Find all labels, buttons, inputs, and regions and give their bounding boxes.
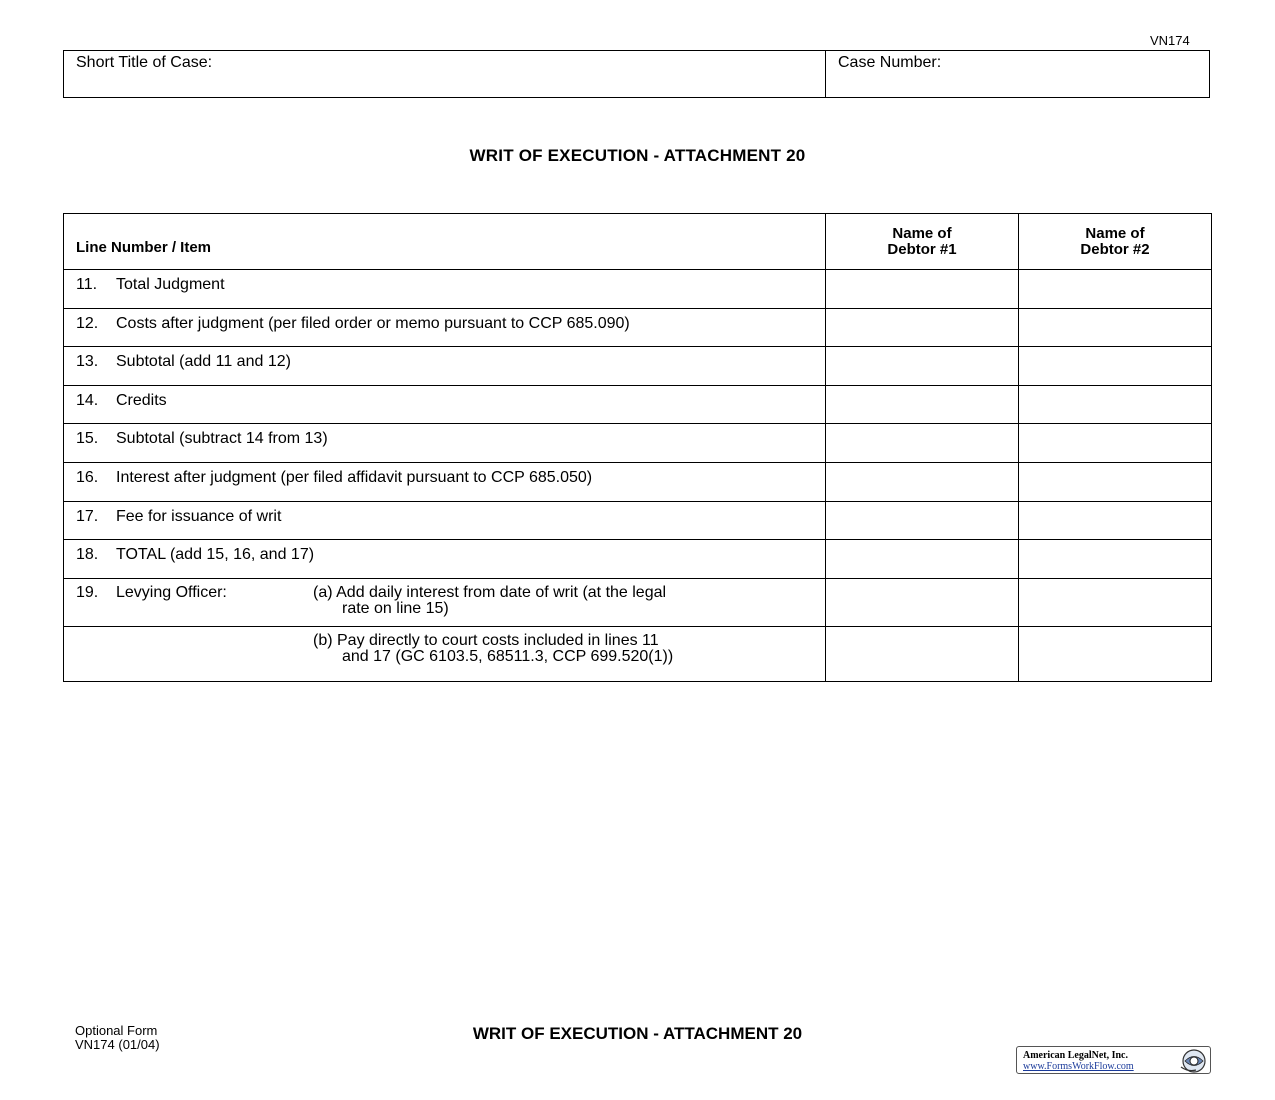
header-line-item: Line Number / Item	[64, 214, 826, 270]
debtor-1-amount[interactable]	[826, 501, 1019, 540]
debtor-1-amount[interactable]	[826, 462, 1019, 501]
table-row	[64, 347, 1212, 386]
debtor-1-amount[interactable]	[826, 385, 1019, 424]
line-label: Interest after judgment (per filed affidavit pursuant to CCP 685.050)	[116, 468, 593, 486]
line-number: 16.	[76, 468, 99, 486]
debtor-1-amount[interactable]	[826, 626, 1019, 681]
table-row	[64, 578, 1212, 626]
debtor-2-amount[interactable]	[1019, 626, 1212, 681]
attachment-table	[63, 213, 1212, 682]
table-row	[64, 540, 1212, 579]
table-row	[64, 626, 1212, 681]
footer-optional: Optional Form	[75, 1023, 158, 1038]
table-row	[64, 424, 1212, 463]
line-label: Fee for issuance of writ	[116, 507, 282, 525]
case-number-field[interactable]	[826, 51, 1209, 97]
header-debtor-2-line1: Name of	[1085, 224, 1145, 242]
line-label: Subtotal (subtract 14 from 13)	[116, 430, 328, 448]
line-number: 19.	[76, 583, 99, 601]
case-caption	[63, 50, 1210, 98]
debtor-2-amount[interactable]	[1019, 347, 1212, 386]
footer-title: WRIT OF EXECUTION - ATTACHMENT 20	[472, 1024, 803, 1043]
line-label: Costs after judgment (per filed order or memo pursuant to CCP 685.090)	[116, 314, 630, 332]
debtor-1-amount[interactable]	[826, 308, 1019, 347]
debtor-2-amount[interactable]	[1019, 308, 1212, 347]
table-row	[64, 385, 1212, 424]
line-label: Levying Officer:	[116, 583, 227, 601]
table-row	[64, 308, 1212, 347]
publisher-logo[interactable]	[1016, 1046, 1211, 1074]
debtor-1-amount[interactable]	[826, 540, 1019, 579]
line-number: 11.	[76, 276, 98, 293]
line-label: Credits	[116, 391, 167, 409]
debtor-2-amount[interactable]	[1019, 424, 1212, 463]
header-debtor-1	[826, 214, 1019, 270]
form-id: VN174	[1150, 33, 1190, 48]
debtor-2-amount[interactable]	[1019, 462, 1212, 501]
debtor-1-amount[interactable]	[826, 578, 1019, 626]
case-number-label: Case Number:	[838, 54, 942, 71]
short-title-label: Short Title of Case:	[76, 54, 213, 71]
short-title-field[interactable]	[64, 51, 826, 97]
header-debtor-1-line1: Name of	[892, 224, 952, 242]
line-label: TOTAL (add 15, 16, and 17)	[116, 546, 315, 564]
line-number: 17.	[76, 507, 99, 525]
table-row	[64, 270, 1212, 309]
debtor-2-amount[interactable]	[1019, 578, 1212, 626]
line-number: 12.	[76, 314, 99, 332]
logo-name: American LegalNet, Inc.	[1023, 1050, 1128, 1061]
row19b-line1: (b) Pay directly to court costs included in lines 11	[313, 631, 659, 649]
line-number: 14.	[76, 391, 99, 409]
footer-code: VN174 (01/04)	[75, 1037, 160, 1052]
line-label: Subtotal (add 11 and 12)	[116, 353, 291, 371]
debtor-2-amount[interactable]	[1019, 540, 1212, 579]
line-label: Total Judgment	[116, 276, 225, 293]
table-row	[64, 501, 1212, 540]
header-debtor-2	[1019, 214, 1212, 270]
debtor-1-amount[interactable]	[826, 270, 1019, 309]
debtor-1-amount[interactable]	[826, 347, 1019, 386]
line-number: 18.	[76, 546, 99, 564]
debtor-1-amount[interactable]	[826, 424, 1019, 463]
debtor-2-amount[interactable]	[1019, 270, 1212, 309]
logo-url[interactable]: www.FormsWorkFlow.com	[1023, 1061, 1134, 1072]
header-debtor-1-line2: Debtor #1	[887, 240, 957, 258]
row19b-line2: and 17 (GC 6103.5, 68511.3, CCP 699.520(1))	[342, 647, 674, 665]
table-row	[64, 462, 1212, 501]
debtor-2-amount[interactable]	[1019, 385, 1212, 424]
header-debtor-2-line2: Debtor #2	[1080, 240, 1150, 258]
globe-icon	[1178, 1048, 1208, 1074]
row19a-line1: (a) Add daily interest from date of writ (at the legal	[313, 583, 667, 601]
row19a-line2: rate on line 15)	[342, 599, 449, 617]
line-number: 13.	[76, 353, 99, 371]
line-number: 15.	[76, 430, 99, 448]
form-title: WRIT OF EXECUTION - ATTACHMENT 20	[469, 146, 806, 165]
debtor-2-amount[interactable]	[1019, 501, 1212, 540]
